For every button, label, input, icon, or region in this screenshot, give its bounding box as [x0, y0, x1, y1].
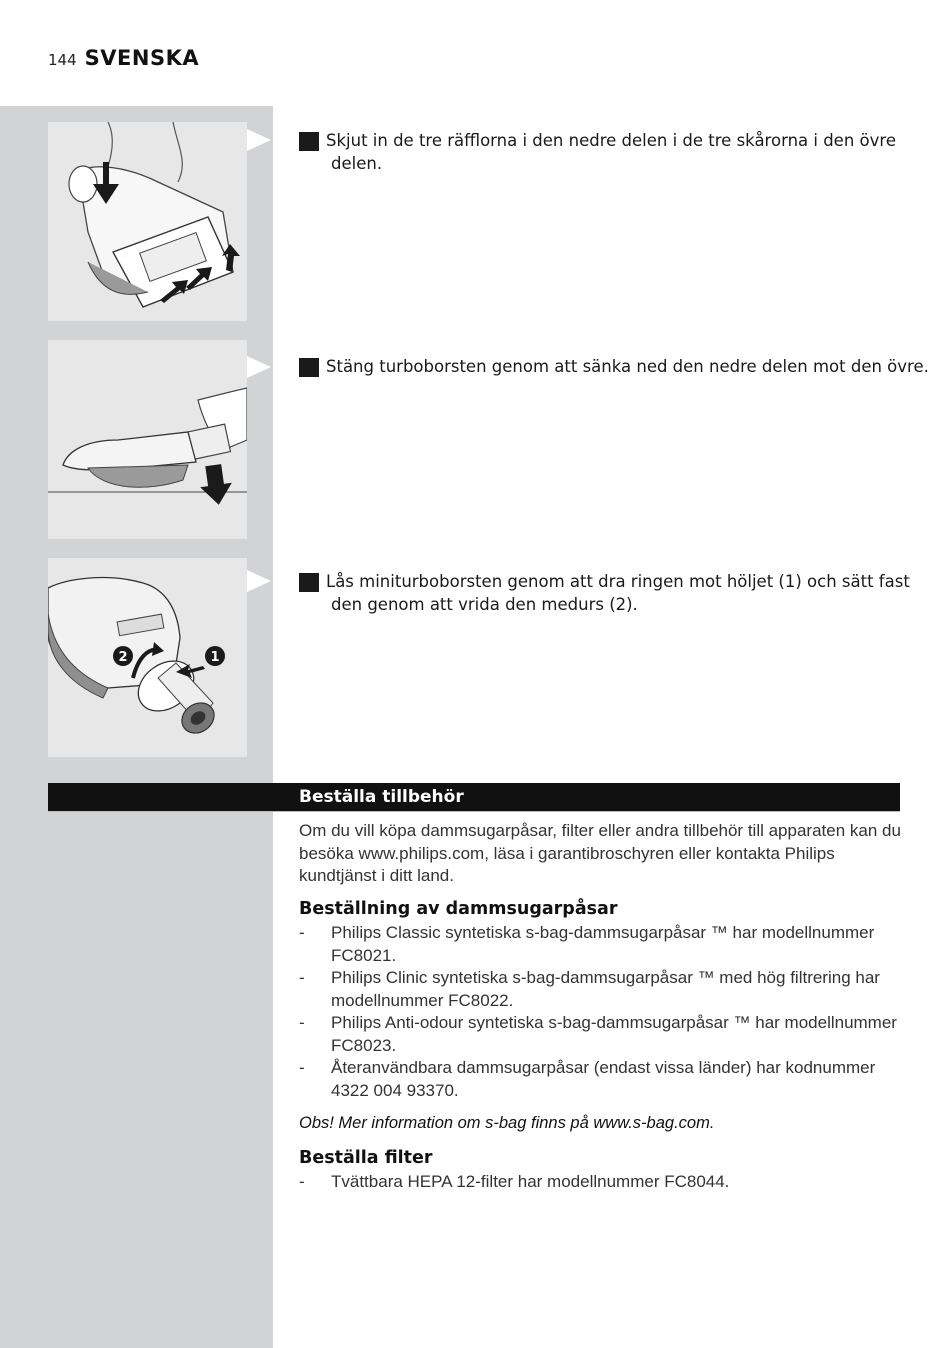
illustration-step-5 [48, 122, 247, 321]
panel-pointer [247, 570, 271, 592]
step-number-badge: 7 [299, 573, 319, 592]
filter-heading: Beställa filter [299, 1148, 433, 1168]
list-item: - Philips Clinic syntetiska s-bag-dammsugarpåsar ™ med hög filtrering har modellnummer FC8022. [299, 968, 880, 1010]
panel-pointer [247, 356, 271, 378]
step-number-badge: 6 [299, 358, 319, 377]
note-text: Obs! Mer information om s-bag finns på www.s-bag.com. [299, 1114, 715, 1132]
callout-2: 2 [118, 650, 128, 665]
list-item: - Philips Anti-odour syntetiska s-bag-dammsugarpåsar ™ har modellnummer FC8023. [299, 1013, 897, 1055]
filter-list-container [299, 1171, 904, 1194]
page-number: 144 [48, 51, 77, 69]
step-7 [288, 570, 931, 616]
callout-1: 1 [210, 650, 220, 665]
step-text: Lås miniturboborsten genom att dra ringen mot höljet (1) och sätt fast den genom att vrida den medurs (2). [326, 572, 910, 614]
step-text: Skjut in de tre räfflorna i den nedre delen i de tre skårorna i den övre delen. [326, 131, 896, 173]
step-5 [288, 129, 931, 175]
illustration-step-6 [48, 340, 247, 539]
section-intro: Om du vill köpa dammsugarpåsar, filter eller andra tillbehör till apparaten kan du besöka www.philips.com, läsa i garantibroschyren eller kontakta Philips kundtjänst i ditt land. [299, 821, 901, 885]
illustration-step-7 [48, 558, 247, 757]
list-item: - Philips Classic syntetiska s-bag-dammsugarpåsar ™ har modellnummer FC8021. [299, 923, 875, 965]
list-item: - Återanvändbara dammsugarpåsar (endast vissa länder) har kodnummer 4322 004 93370. [299, 1058, 876, 1100]
bags-heading: Beställning av dammsugarpåsar [299, 899, 618, 919]
step-6 [288, 355, 931, 378]
bags-list-container [299, 922, 904, 1102]
step-number-badge: 5 [299, 132, 319, 151]
divider [48, 811, 900, 812]
list-item: - Tvättbara HEPA 12-filter har modellnummer FC8044. [299, 1172, 730, 1191]
filter-list [299, 1171, 904, 1194]
section-title: Beställa tillbehör [299, 787, 464, 807]
section-header-bar [48, 783, 900, 811]
step-text: Stäng turboborsten genom att sänka ned den nedre delen mot den övre. [326, 357, 929, 376]
bags-list [299, 922, 904, 1102]
panel-pointer [247, 129, 271, 151]
page-header [48, 46, 199, 70]
language-title: SVENSKA [84, 46, 200, 70]
